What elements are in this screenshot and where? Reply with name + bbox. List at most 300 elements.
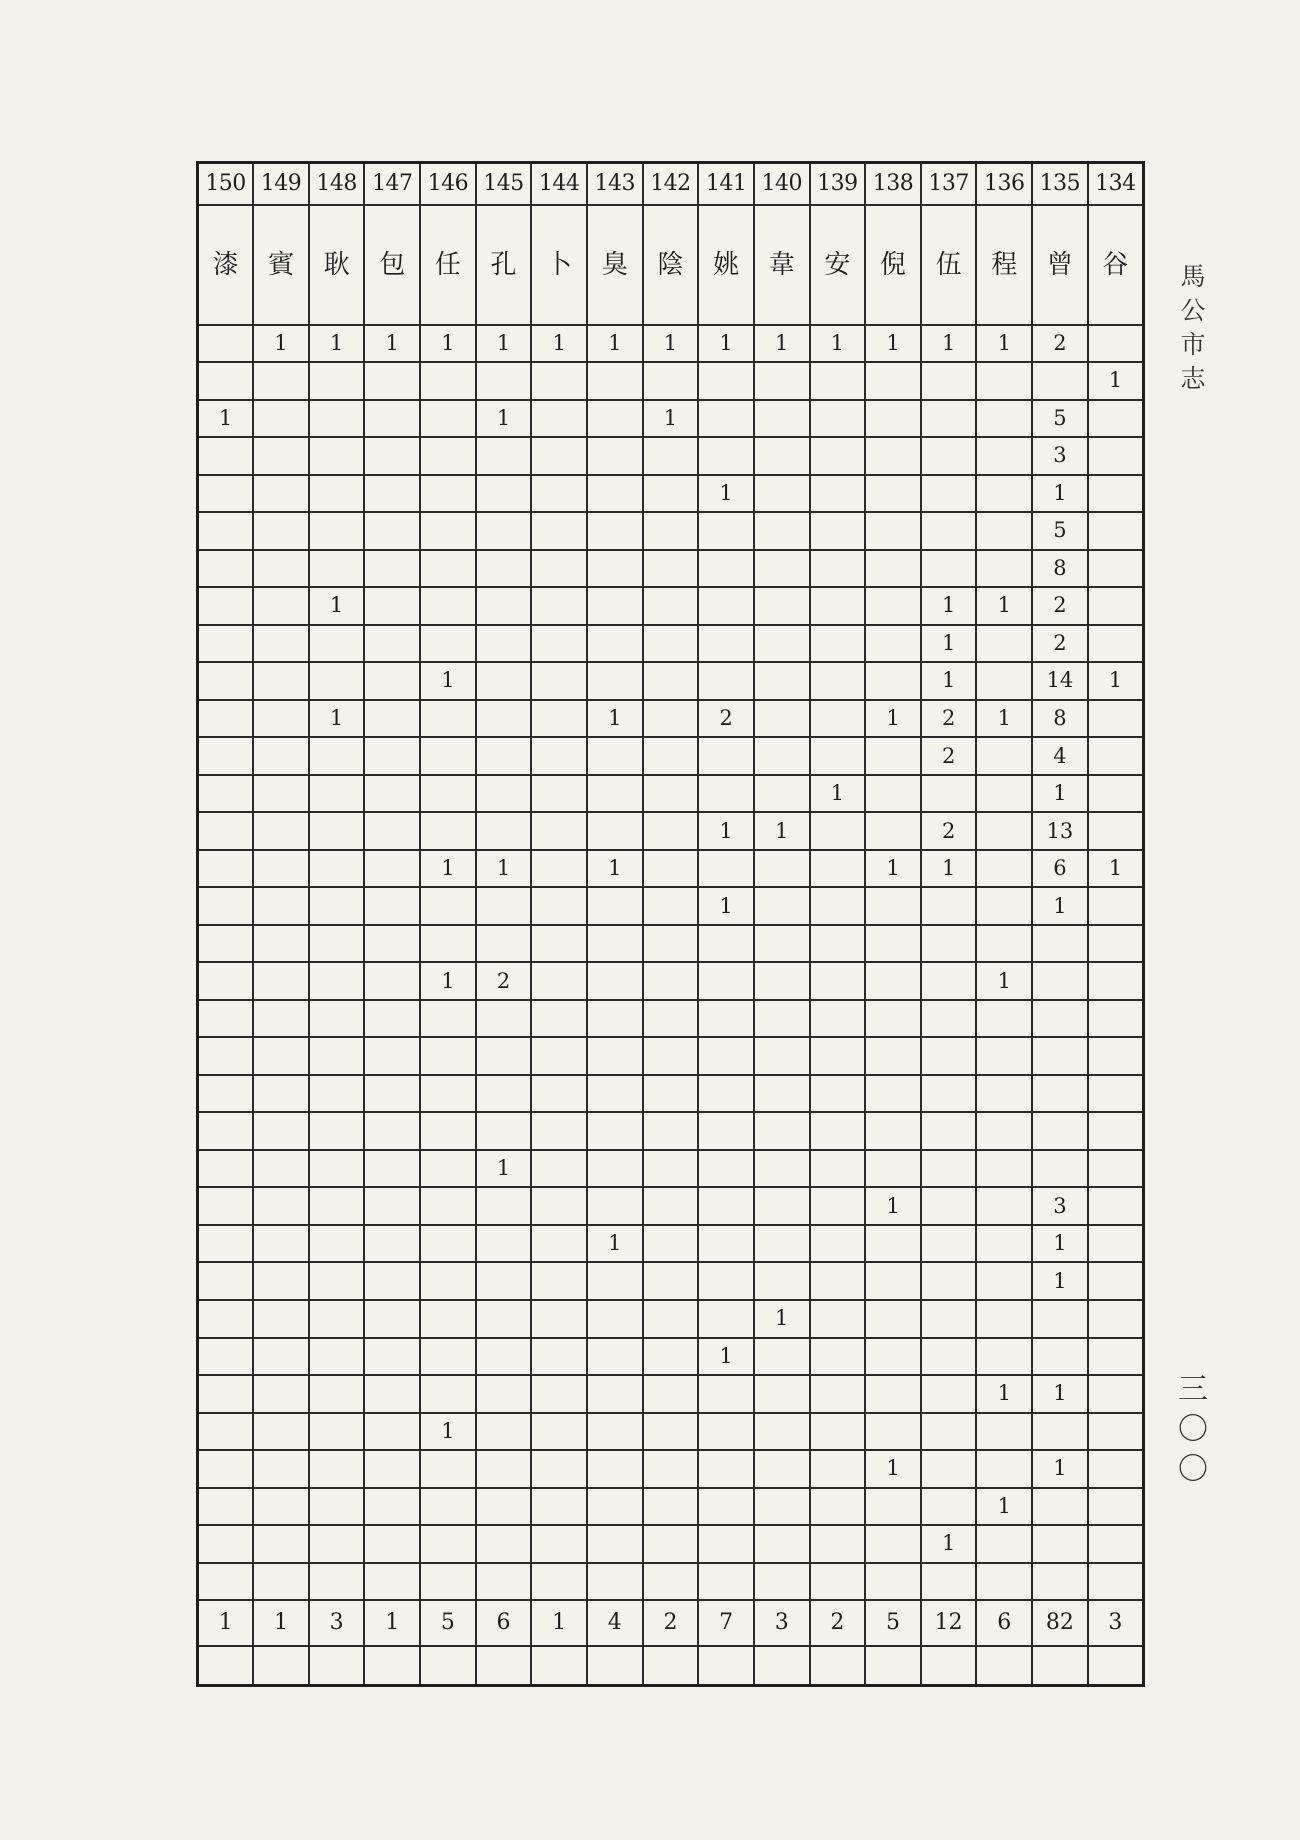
count-cell: [698, 1488, 754, 1526]
total-cell: 3: [1088, 1600, 1144, 1646]
count-cell: [1032, 1150, 1088, 1188]
count-cell: [976, 362, 1032, 400]
count-cell: [587, 625, 643, 663]
count-cell: [754, 925, 810, 963]
count-cell: [643, 1525, 699, 1563]
count-cell: 1: [754, 812, 810, 850]
count-cell: [309, 962, 365, 1000]
surname-header: 陰: [643, 205, 699, 325]
count-cell: [309, 1000, 365, 1038]
column-number: 134: [1088, 163, 1144, 205]
count-cell: [476, 362, 532, 400]
count-cell: [643, 850, 699, 888]
count-cell: [921, 1075, 977, 1113]
count-cell: 1: [865, 1450, 921, 1488]
count-cell: [921, 1450, 977, 1488]
count-cell: [754, 1450, 810, 1488]
count-cell: [976, 1225, 1032, 1263]
count-cell: [698, 1450, 754, 1488]
count-cell: [531, 1225, 587, 1263]
count-cell: [476, 812, 532, 850]
count-cell: [643, 1563, 699, 1601]
count-cell: [198, 1150, 254, 1188]
count-cell: [921, 1225, 977, 1263]
count-cell: 1: [698, 475, 754, 513]
count-cell: [810, 1300, 866, 1338]
count-cell: [1088, 1225, 1144, 1263]
count-cell: [531, 1037, 587, 1075]
count-cell: [976, 550, 1032, 588]
count-cell: [198, 475, 254, 513]
count-cell: [643, 1075, 699, 1113]
count-cell: 1: [921, 1525, 977, 1563]
total-cell: 2: [810, 1600, 866, 1646]
count-cell: [364, 625, 420, 663]
count-cell: [865, 775, 921, 813]
count-cell: [364, 700, 420, 738]
count-cell: [364, 1488, 420, 1526]
table-row: [198, 587, 1144, 625]
count-cell: [1088, 400, 1144, 438]
count-cell: 1: [698, 325, 754, 363]
blank-cell: [865, 1646, 921, 1686]
count-cell: [921, 512, 977, 550]
surname-header: 賓: [253, 205, 309, 325]
count-cell: [253, 475, 309, 513]
count-cell: 1: [476, 325, 532, 363]
count-cell: [198, 437, 254, 475]
count-cell: [698, 1187, 754, 1225]
count-cell: [1088, 1338, 1144, 1376]
table-row: [198, 625, 1144, 663]
column-number: 144: [531, 163, 587, 205]
count-cell: [587, 1525, 643, 1563]
count-cell: [587, 1563, 643, 1601]
count-cell: 1: [643, 325, 699, 363]
count-cell: [309, 1563, 365, 1601]
table-row: [198, 1225, 1144, 1263]
count-cell: [476, 437, 532, 475]
count-cell: [364, 1225, 420, 1263]
table-row: [198, 1187, 1144, 1225]
count-cell: [976, 512, 1032, 550]
surname-header: 安: [810, 205, 866, 325]
column-number: 138: [865, 163, 921, 205]
count-cell: [364, 812, 420, 850]
count-cell: [810, 850, 866, 888]
count-cell: [754, 1563, 810, 1601]
count-cell: [420, 625, 476, 663]
count-cell: [865, 400, 921, 438]
count-cell: [810, 550, 866, 588]
count-cell: 1: [810, 775, 866, 813]
count-cell: 1: [1032, 775, 1088, 813]
count-cell: [476, 737, 532, 775]
count-cell: [198, 625, 254, 663]
count-cell: [364, 662, 420, 700]
count-cell: [587, 1450, 643, 1488]
count-cell: 1: [420, 1413, 476, 1451]
count-cell: [531, 362, 587, 400]
count-cell: [698, 775, 754, 813]
surname-header-row: [198, 205, 1144, 325]
count-cell: [476, 1187, 532, 1225]
blank-cell: [1032, 1646, 1088, 1686]
count-cell: [921, 962, 977, 1000]
count-cell: [643, 1413, 699, 1451]
count-cell: [865, 1037, 921, 1075]
count-cell: [476, 1488, 532, 1526]
count-cell: [754, 775, 810, 813]
table-row: [198, 700, 1144, 738]
count-cell: [198, 1375, 254, 1413]
count-cell: [810, 1150, 866, 1188]
count-cell: [531, 737, 587, 775]
count-cell: [531, 400, 587, 438]
count-cell: [698, 1262, 754, 1300]
count-cell: [420, 1563, 476, 1601]
count-cell: [810, 662, 866, 700]
count-cell: [476, 1413, 532, 1451]
count-cell: [476, 512, 532, 550]
count-cell: [1088, 962, 1144, 1000]
table-row: [198, 550, 1144, 588]
count-cell: [1088, 550, 1144, 588]
count-cell: 1: [1032, 1375, 1088, 1413]
count-cell: [1088, 625, 1144, 663]
count-cell: [253, 662, 309, 700]
count-cell: [865, 362, 921, 400]
count-cell: [1032, 1112, 1088, 1150]
count-cell: [253, 1000, 309, 1038]
count-cell: [754, 587, 810, 625]
count-cell: [364, 587, 420, 625]
count-cell: [698, 850, 754, 888]
table-row: [198, 1338, 1144, 1376]
count-cell: [531, 1000, 587, 1038]
count-cell: [810, 1413, 866, 1451]
count-cell: [643, 737, 699, 775]
count-cell: 1: [1032, 475, 1088, 513]
count-cell: [364, 475, 420, 513]
count-cell: [364, 550, 420, 588]
count-cell: [921, 1563, 977, 1601]
count-cell: [1032, 1488, 1088, 1526]
count-cell: [364, 1000, 420, 1038]
count-cell: [1088, 812, 1144, 850]
count-cell: [531, 925, 587, 963]
table-row: [198, 1525, 1144, 1563]
count-cell: 1: [810, 325, 866, 363]
count-cell: [309, 1525, 365, 1563]
count-cell: [810, 812, 866, 850]
count-cell: [587, 587, 643, 625]
count-cell: [976, 1338, 1032, 1376]
count-cell: 5: [1032, 512, 1088, 550]
total-cell: 6: [476, 1600, 532, 1646]
count-cell: [420, 437, 476, 475]
count-cell: [476, 1450, 532, 1488]
total-cell: 5: [420, 1600, 476, 1646]
count-cell: [976, 1262, 1032, 1300]
count-cell: [754, 662, 810, 700]
count-cell: [976, 887, 1032, 925]
count-cell: 1: [476, 400, 532, 438]
count-cell: [976, 1112, 1032, 1150]
count-cell: [587, 512, 643, 550]
count-cell: [253, 1075, 309, 1113]
count-cell: [198, 1338, 254, 1376]
count-cell: [865, 475, 921, 513]
count-cell: [476, 587, 532, 625]
count-cell: [1088, 1187, 1144, 1225]
table-row: [198, 1413, 1144, 1451]
blank-cell: [309, 1646, 365, 1686]
count-cell: [754, 1075, 810, 1113]
count-cell: [698, 1037, 754, 1075]
count-cell: 5: [1032, 400, 1088, 438]
count-cell: [253, 1225, 309, 1263]
surname-header: 伍: [921, 205, 977, 325]
blank-cell: [587, 1646, 643, 1686]
count-cell: [754, 437, 810, 475]
surname-header: 孔: [476, 205, 532, 325]
count-cell: [253, 400, 309, 438]
count-cell: [198, 1450, 254, 1488]
count-cell: [587, 1037, 643, 1075]
count-cell: [253, 887, 309, 925]
count-cell: [754, 962, 810, 1000]
count-cell: [754, 737, 810, 775]
count-cell: [921, 1000, 977, 1038]
count-cell: [1032, 1563, 1088, 1601]
count-cell: 1: [587, 1225, 643, 1263]
count-cell: [420, 550, 476, 588]
count-cell: [976, 1300, 1032, 1338]
table-row: [198, 1375, 1144, 1413]
count-cell: [364, 925, 420, 963]
count-cell: [865, 1563, 921, 1601]
count-cell: [865, 1262, 921, 1300]
count-cell: [309, 437, 365, 475]
count-cell: [198, 737, 254, 775]
table-row: [198, 362, 1144, 400]
count-cell: [420, 1225, 476, 1263]
count-cell: [976, 1000, 1032, 1038]
totals-row: [198, 1600, 1144, 1646]
column-number: 137: [921, 163, 977, 205]
table-row: [198, 1075, 1144, 1113]
count-cell: 1: [420, 962, 476, 1000]
count-cell: [364, 1037, 420, 1075]
count-cell: [253, 1150, 309, 1188]
count-cell: [587, 775, 643, 813]
count-cell: [420, 700, 476, 738]
count-cell: [643, 625, 699, 663]
count-cell: [754, 1375, 810, 1413]
count-cell: 1: [1088, 850, 1144, 888]
count-cell: [531, 1262, 587, 1300]
count-cell: 14: [1032, 662, 1088, 700]
count-cell: [531, 1150, 587, 1188]
count-cell: [198, 587, 254, 625]
blank-cell: [810, 1646, 866, 1686]
count-cell: [253, 1262, 309, 1300]
count-cell: [698, 962, 754, 1000]
blank-cell: [420, 1646, 476, 1686]
surname-header: 曾: [1032, 205, 1088, 325]
count-cell: 1: [976, 587, 1032, 625]
count-cell: [810, 1563, 866, 1601]
count-cell: [198, 1225, 254, 1263]
count-cell: [1032, 1413, 1088, 1451]
count-cell: [476, 775, 532, 813]
count-cell: [810, 1000, 866, 1038]
count-cell: 3: [1032, 1187, 1088, 1225]
book-title-char: 市: [1180, 330, 1206, 359]
count-cell: [587, 1150, 643, 1188]
count-cell: [531, 775, 587, 813]
count-cell: [698, 1525, 754, 1563]
count-cell: [253, 550, 309, 588]
table-row: [198, 1262, 1144, 1300]
table-row: [198, 662, 1144, 700]
count-cell: [643, 1150, 699, 1188]
count-cell: [810, 1225, 866, 1263]
count-cell: [587, 1413, 643, 1451]
blank-cell: [253, 1646, 309, 1686]
table-row: [198, 1563, 1144, 1601]
count-cell: [476, 662, 532, 700]
column-number: 150: [198, 163, 254, 205]
count-cell: [1088, 1450, 1144, 1488]
column-number: 149: [253, 163, 309, 205]
count-cell: 1: [420, 850, 476, 888]
count-cell: [198, 325, 254, 363]
count-cell: [1088, 1000, 1144, 1038]
count-cell: [476, 1112, 532, 1150]
count-cell: [1088, 325, 1144, 363]
count-cell: [253, 362, 309, 400]
count-cell: [364, 1075, 420, 1113]
count-cell: [810, 887, 866, 925]
count-cell: [754, 700, 810, 738]
count-cell: [476, 1338, 532, 1376]
count-cell: [643, 1187, 699, 1225]
count-cell: [198, 962, 254, 1000]
count-cell: [754, 1037, 810, 1075]
count-cell: [531, 437, 587, 475]
count-cell: [531, 475, 587, 513]
count-cell: [587, 550, 643, 588]
count-cell: [921, 1375, 977, 1413]
count-cell: [643, 1262, 699, 1300]
count-cell: [420, 1525, 476, 1563]
count-cell: [1032, 962, 1088, 1000]
count-cell: [587, 1000, 643, 1038]
count-cell: [309, 887, 365, 925]
page-number-char: 〇: [1178, 1412, 1208, 1447]
column-number: 143: [587, 163, 643, 205]
count-cell: 2: [1032, 625, 1088, 663]
count-cell: [309, 1037, 365, 1075]
count-cell: [309, 1375, 365, 1413]
count-cell: [364, 1563, 420, 1601]
count-cell: [976, 1450, 1032, 1488]
count-cell: [698, 1075, 754, 1113]
count-cell: [865, 512, 921, 550]
count-cell: [309, 475, 365, 513]
count-cell: [976, 437, 1032, 475]
count-cell: [476, 887, 532, 925]
count-cell: [754, 550, 810, 588]
count-cell: [810, 1375, 866, 1413]
column-number-row: [198, 163, 1144, 205]
count-cell: [698, 1150, 754, 1188]
count-cell: 1: [976, 1488, 1032, 1526]
count-cell: [420, 1375, 476, 1413]
count-cell: [976, 737, 1032, 775]
table-row: [198, 962, 1144, 1000]
count-cell: [698, 737, 754, 775]
count-cell: [754, 1225, 810, 1263]
count-cell: [643, 662, 699, 700]
count-cell: [698, 1375, 754, 1413]
count-cell: [198, 1037, 254, 1075]
blank-cell: [976, 1646, 1032, 1686]
count-cell: [531, 625, 587, 663]
count-cell: [198, 1300, 254, 1338]
count-cell: [754, 1112, 810, 1150]
count-cell: [921, 1262, 977, 1300]
count-cell: [253, 700, 309, 738]
count-cell: [420, 1187, 476, 1225]
count-cell: 1: [309, 700, 365, 738]
count-cell: [531, 1338, 587, 1376]
count-cell: [1032, 925, 1088, 963]
count-cell: [253, 1563, 309, 1601]
count-cell: [810, 1338, 866, 1376]
count-cell: [253, 1413, 309, 1451]
count-cell: [754, 850, 810, 888]
count-cell: [531, 550, 587, 588]
count-cell: [643, 887, 699, 925]
column-number: 145: [476, 163, 532, 205]
count-cell: [309, 1150, 365, 1188]
page-number-char: 三: [1178, 1372, 1208, 1407]
total-cell: 5: [865, 1600, 921, 1646]
count-cell: [698, 625, 754, 663]
count-cell: [476, 1375, 532, 1413]
count-cell: [1088, 1525, 1144, 1563]
count-cell: [587, 925, 643, 963]
column-number: 146: [420, 163, 476, 205]
count-cell: 1: [1088, 662, 1144, 700]
count-cell: 1: [976, 1375, 1032, 1413]
count-cell: [698, 1112, 754, 1150]
count-cell: [531, 512, 587, 550]
count-cell: 6: [1032, 850, 1088, 888]
count-cell: [253, 1525, 309, 1563]
count-cell: [754, 1338, 810, 1376]
count-cell: [921, 1488, 977, 1526]
count-cell: 1: [754, 1300, 810, 1338]
count-cell: [531, 1187, 587, 1225]
count-cell: [921, 1187, 977, 1225]
table-row: [198, 1488, 1144, 1526]
count-cell: 1: [1088, 362, 1144, 400]
count-cell: [810, 1488, 866, 1526]
